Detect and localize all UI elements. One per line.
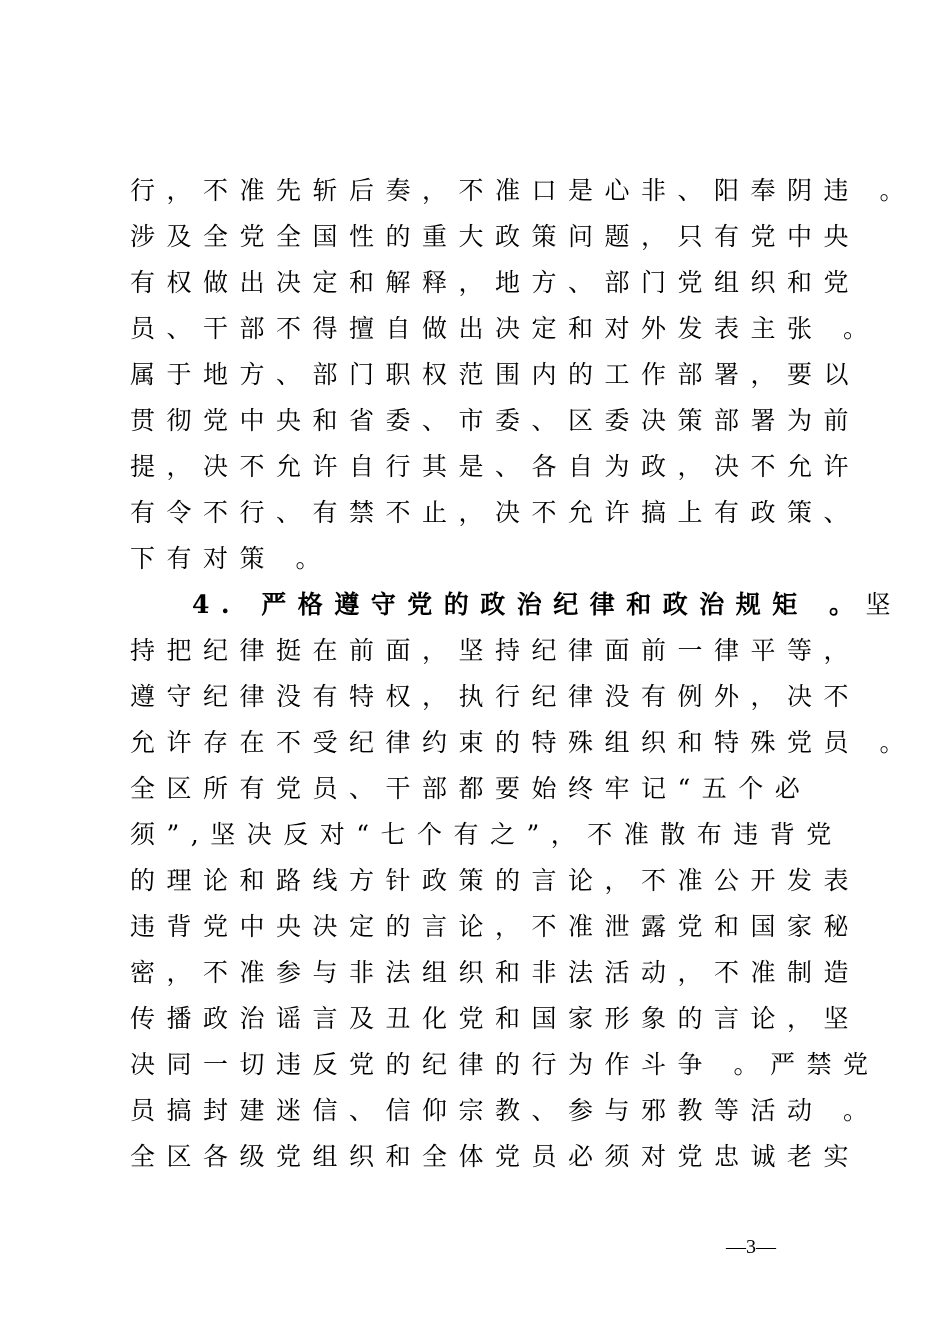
section-line-9: 传播政治谣言及丑化党和国家形象的言论，坚	[130, 1004, 861, 1033]
section-heading-line	[130, 582, 903, 628]
section-line-3: 允许存在不受纪律约束的特殊组织和特殊党员 。	[130, 728, 916, 757]
text-line-5: 属于地方、部门职权范围内的工作部署，要以	[130, 360, 861, 389]
text-line-1: 行，不准先斩后奏，不准口是心非、阳奉阴违 。	[130, 176, 916, 205]
text-line-4: 员、干部不得擅自做出决定和对外发表主张 。	[130, 314, 880, 343]
section-line-1: 持把纪律挺在前面，坚持纪律面前一律平等，	[130, 636, 861, 665]
document-body	[130, 168, 916, 1180]
section-heading: 4. 严格遵守党的政治纪律和政治规矩 。	[192, 590, 866, 619]
section-line-5: 须”,坚决反对“七个有之”，不准散布违背党	[130, 820, 843, 849]
section-line-6: 的理论和路线方针政策的言论，不准公开发表	[130, 866, 861, 895]
page-number: —3—	[726, 1236, 776, 1258]
section-line-7: 违背党中央决定的言论，不准泄露党和国家秘	[130, 912, 861, 941]
section-line-8: 密，不准参与非法组织和非法活动，不准制造	[130, 958, 861, 987]
text-line-3: 有权做出决定和解释，地方、部门党组织和党	[130, 268, 861, 297]
text-line-8: 有令不行、有禁不止，决不允许搞上有政策、	[130, 498, 861, 527]
section-line-11: 员搞封建迷信、信仰宗教、参与邪教等活动 。	[130, 1096, 880, 1125]
section-line-2: 遵守纪律没有特权，执行纪律没有例外，决不	[130, 682, 861, 711]
section-line-10: 决同一切违反党的纪律的行为作斗争 。严禁党	[130, 1050, 880, 1079]
text-line-9: 下有对策 。	[130, 544, 332, 573]
text-line-2: 涉及全党全国性的重大政策问题，只有党中央	[130, 222, 861, 251]
text-line-6: 贯彻党中央和省委、市委、区委决策部署为前	[130, 406, 861, 435]
section-line-12: 全区各级党组织和全体党员必须对党忠诚老实	[130, 1142, 861, 1171]
text-line-7: 提，决不允许自行其是、各自为政，决不允许	[130, 452, 861, 481]
section-line-4: 全区所有党员、干部都要始终牢记“五个必	[130, 774, 812, 803]
section-heading-tail: 坚	[865, 590, 903, 619]
